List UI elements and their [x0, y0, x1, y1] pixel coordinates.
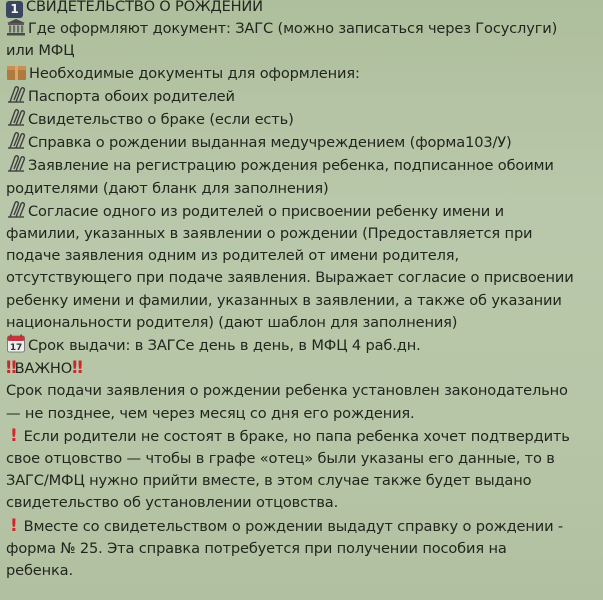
consent-line-2: фамилии, указанных в заявлении о рождении (Предоставляется при — [6, 225, 533, 243]
paperclips-icon — [6, 200, 26, 219]
double-exclamation-icon: ‼ — [72, 358, 81, 379]
note2-line-3: ребенка. — [6, 562, 73, 580]
important-line-1: Срок подачи заявления о рождении ребенка установлен законодательно — [6, 382, 568, 400]
application-line — [6, 154, 599, 177]
document-item-text: Справка о рождении выданная медучреждением (форма103/У) — [28, 134, 512, 152]
important-heading-line — [6, 357, 599, 380]
important-label: ВАЖНО — [14, 360, 73, 378]
documents-heading-line — [6, 63, 599, 85]
note2-line-2: форма № 25. Эта справка потребуется при получении пособия на — [6, 539, 507, 557]
note1-line-4: свидетельство об установлении отцовства. — [6, 494, 339, 512]
exclamation-icon: ! — [10, 515, 18, 536]
where-text: Где оформляют документ: ЗАГС (можно записаться через Госуслуги) — [28, 20, 558, 38]
consent-text: Согласие одного из родителей о присвоении ребенку имени и — [28, 202, 504, 220]
note2-line — [6, 515, 599, 538]
paperclips-icon — [6, 154, 26, 173]
consent-line-5: ребенку имени и фамилии, указанных в заявлении, а также об указании — [6, 291, 562, 309]
application-line-2: родителями (дают бланк для заполнения) — [6, 179, 329, 197]
document-item-text: Свидетельство о браке (если есть) — [28, 111, 294, 129]
document-body — [6, 0, 599, 582]
document-item — [6, 131, 599, 154]
document-item — [6, 85, 599, 108]
note2-text: Вместе со свидетельством о рождении выдадут справку о рождении - — [23, 517, 564, 535]
consent-line — [6, 200, 599, 223]
term-text: Срок выдачи: в ЗАГСе день в день, в МФЦ 4 раб.дн. — [28, 337, 421, 355]
title-line — [6, 0, 599, 18]
consent-line-6: национальности родителя) (дают шаблон для заполнения) — [6, 313, 458, 331]
document-item — [6, 108, 599, 131]
calendar-icon — [6, 334, 26, 353]
calendar-icon-label: 17 — [9, 343, 23, 354]
where-line-2: или МФЦ — [6, 42, 75, 60]
note1-line-3: ЗАГС/МФЦ нужно прийти вместе, в этом случае также будет выдано — [6, 472, 532, 490]
package-box-icon — [6, 63, 27, 81]
application-text: Заявление на регистрацию рождения ребенка, подписанное обоими — [28, 157, 554, 175]
paperclips-icon — [6, 85, 26, 104]
consent-line-4: отсутствующего при подаче заявления. Выражает согласие о присвоении — [6, 269, 574, 287]
exclamation-icon: ! — [10, 425, 18, 446]
paperclips-icon — [6, 131, 26, 150]
documents-heading: Необходимые документы для оформления: — [29, 64, 360, 82]
double-exclamation-icon: ‼ — [6, 358, 15, 379]
where-line — [6, 18, 599, 40]
consent-line-3: подаче заявления одним из родителей от имени родителя, — [6, 247, 459, 265]
document-item-text: Паспорта обоих родителей — [28, 87, 235, 105]
term-line — [6, 334, 599, 357]
note1-line — [6, 425, 599, 448]
important-line-2: — не позднее, чем через месяц со дня его рождения. — [6, 404, 415, 422]
note1-text: Если родители не состоят в браке, но папа ребенка хочет подтвердить — [23, 427, 570, 445]
keycap-one-icon: 1 — [6, 1, 23, 18]
bank-icon — [6, 18, 26, 36]
paperclips-icon — [6, 108, 26, 127]
document-title: СВИДЕТЕЛЬСТВО О РОЖДЕНИИ — [26, 0, 263, 15]
note1-line-2: свое отцовство — чтобы в графе «отец» были указаны его данные, то в — [6, 450, 555, 468]
